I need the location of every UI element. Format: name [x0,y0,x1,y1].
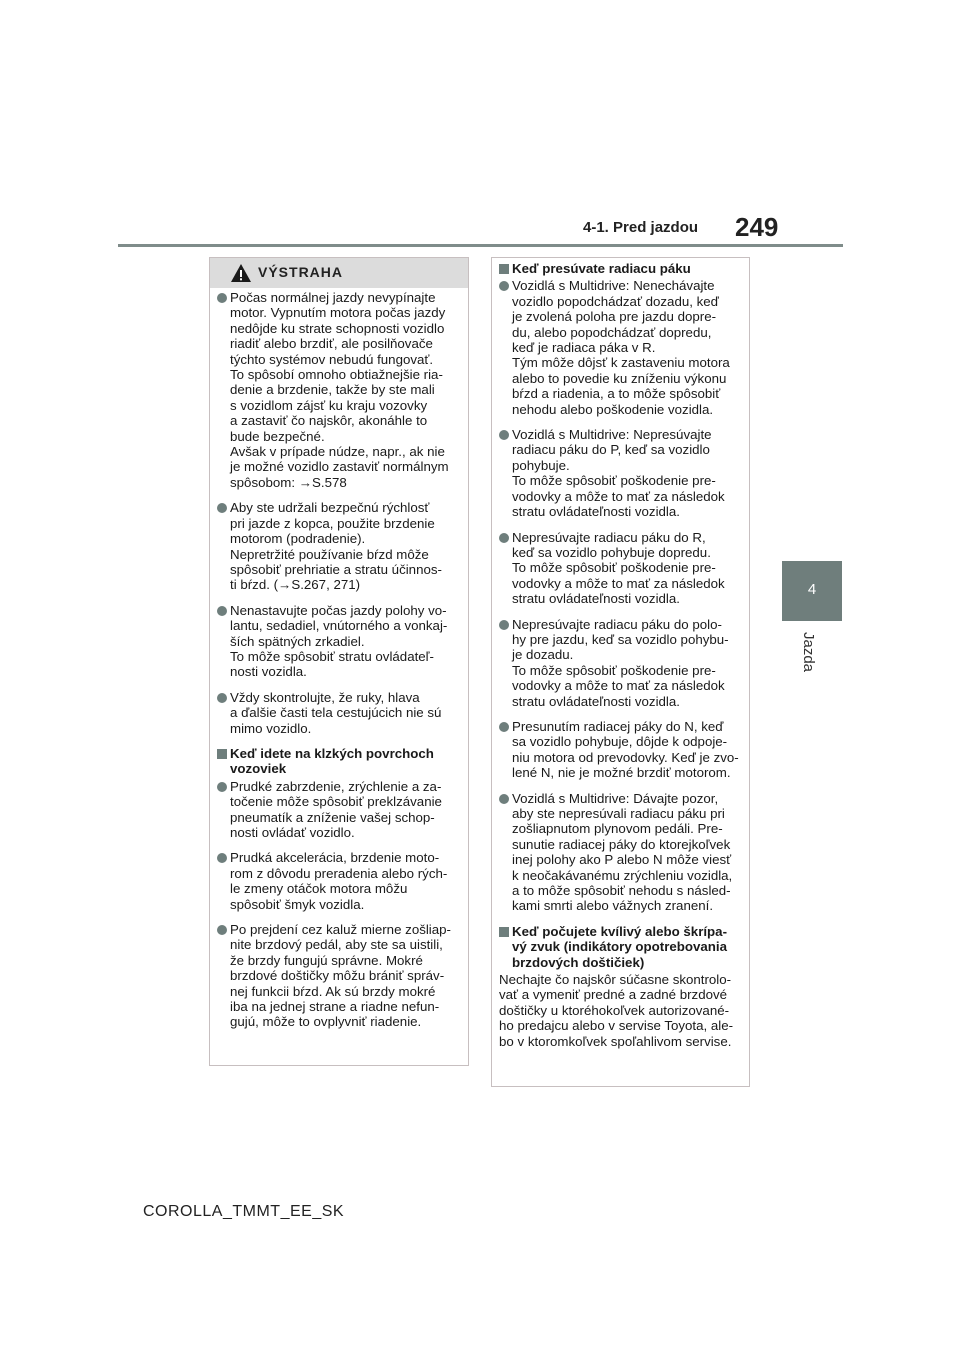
text-line: kami smrti alebo vážnych zranení. [512,898,714,914]
bullet-item [499,719,742,781]
text-line: ho predajcu alebo v servise Toyota, ale- [499,1018,734,1034]
text-line: inej polohy ako P alebo N môže viesť [512,852,732,868]
text-line: nedôjde ku strate schopnosti vozidlo [230,320,445,336]
text-line: Nechajte čo najskôr súčasne skontrolo- [499,972,732,988]
text-line: nosti vozidla. [230,664,307,680]
bullet-item [499,427,742,519]
text-line: brzdových doštičiek) [512,954,645,970]
text-line: brzdové doštičky môžu brániť správ- [230,968,445,984]
text-line: bŕzd a riadenia, a to môže spôsobiť [512,386,721,402]
bullet-dot-icon [217,925,227,935]
text-line: stratu ovládateľnosti vozidla. [512,591,680,607]
text-line: že brzdy fungujú správne. Mokré [230,952,423,968]
subsection-heading [217,746,461,777]
subsection-heading [499,924,742,970]
text-line: To môže spôsobiť poškodenie pre- [512,662,716,678]
bullet-item [217,850,461,912]
text-line: niu motora od prevodovky. Keď je zvo- [512,749,739,765]
text-line: pri jazde z kopca, použite brzdenie [230,515,435,531]
text-line: Prudké zabrzdenie, zrýchlenie a za- [230,778,442,794]
bullet-item [499,278,742,417]
bullet-dot-icon [499,794,509,804]
square-bullet-icon [217,749,227,759]
text-line: Prudká akcelerácia, brzdenie moto- [230,850,440,866]
text-line: radiacu páku do P, keď sa vozidlo [512,442,710,458]
bullet-dot-icon [217,782,227,792]
text-line: Nepretržité používanie bŕzd môže [230,546,429,562]
text-line: rom z dôvodu preradenia alebo rých- [230,865,448,881]
text-line: keď je radiaca páka v R. [512,340,656,356]
bullet-item [217,603,461,680]
text-line: Nenastavujte počas jazdy polohy vo- [230,602,447,618]
chapter-number: 4 [807,581,817,598]
text-line: le zmeny otáčok motora môžu [230,881,408,897]
bullet-item [217,922,461,1030]
text-line: vodovky a môže to mať za následok [512,678,725,694]
bullet-dot-icon [499,281,509,291]
bullet-dot-icon [217,293,227,303]
text-line: spôsobom: →S.578 [230,474,347,490]
text-line: točenie môže spôsobiť preklzávanie [230,794,442,810]
text-line: spôsobiť prehriatie a stratu účinnos- [230,561,442,577]
text-line: Vozidlá s Multidrive: Nepresúvajte [512,427,712,443]
text-line: motor. Vypnutím motora počas jazdy [230,305,446,321]
text-line: vozidlo popodchádzať dozadu, keď [512,293,719,309]
bullet-dot-icon [217,606,227,616]
square-bullet-icon [499,264,509,274]
bullet-item [499,791,742,914]
subsection-heading [499,261,742,276]
text-line: vý zvuk (indikátory opotrebovania [512,939,728,955]
text-line: Presunutím radiacej páky do N, keď [512,718,724,734]
text-line: lantu, sedadiel, vnútorného a vonkaj- [230,618,448,634]
text-line: Po prejdení cez kaluž mierne zošliap- [230,922,451,938]
text-line: nosti ovládať vozidlo. [230,825,355,840]
text-line: riadiť alebo brzdiť, ale posilňovače [230,336,433,352]
text-line: Tým môže dôjsť k zastaveniu motora [512,355,730,371]
text-line: je možné vozidlo zastaviť normálnym [230,459,449,475]
text-line: Keď počujete kvílivý alebo škrípa- [512,923,728,939]
text-line: nej funkcii bŕzd. Ak sú brzdy mokré [230,983,436,999]
text-line: du, alebo popodchádzať dopredu, [512,324,712,340]
bullet-item [217,779,461,841]
bullet-dot-icon [499,620,509,630]
text-line: a ďalšie časti tela cestujúcich nie sú [230,705,442,721]
text-line: To spôsobí omnoho obtiažnejšie ria- [230,367,443,383]
text-line: nite brzdový pedál, aby ste sa uistili, [230,937,443,953]
text-line: alebo to povedie ku zníženiu výkonu [512,370,727,386]
text-line: To môže spôsobiť poškodenie pre- [512,473,716,489]
bullet-item [499,617,742,709]
text-line: spôsobiť šmyk vozidla. [230,896,365,912]
text-line: Keď presúvate radiacu páku [512,261,691,276]
text-line: motorom (podradenie). [230,531,366,547]
bullet-dot-icon [217,853,227,863]
warning-header [210,258,468,288]
text-line: mimo vozidlo. [230,720,312,736]
info-panel [491,257,750,1087]
bullet-dot-icon [499,533,509,543]
text-line: s vozidlom zájsť ku kraju vozovky [230,397,428,413]
text-line: ti bŕzd. (→S.267, 271) [230,577,361,593]
text-line: Nepresúvajte radiacu páku do polo- [512,616,722,632]
text-line: pneumatík a zníženie vašej schop- [230,809,435,825]
text-line: bude bezpečné. [230,428,325,444]
text-line: aby ste nepresúvali radiacu páku pri [512,806,725,821]
bullet-dot-icon [499,722,509,732]
text-line: vať a vymeniť predné a zadné brzdové [499,987,728,1003]
text-line: hy pre jazdu, keď sa vozidlo pohybu- [512,631,729,647]
text-line: týchto systémov nebudú fungovať. [230,351,434,367]
text-line: iba na jednej strane a riadne nefun- [230,999,440,1015]
text-line: je zvolená poloha pre jazdu dopre- [512,309,717,325]
text-line: Počas normálnej jazdy nevypínajte [230,290,436,305]
info-content [492,258,749,1049]
bullet-item [217,290,461,490]
text-line: a to môže spôsobiť nehodu s násled- [512,883,731,899]
warning-title: VÝSTRAHA [258,264,344,280]
bullet-dot-icon [499,430,509,440]
text-line: To môže spôsobiť stratu ovládateľ- [230,648,434,664]
text-line: lené N, nie je možné brzdiť motorom. [512,765,731,781]
text-line: sunutie radiacej páky do ktorejkoľvek [512,836,731,852]
text-line: bo v ktoromkoľvek spoľahlivom servise. [499,1033,732,1049]
chapter-label: Jazda [800,632,817,673]
square-bullet-icon [499,927,509,937]
text-line: vodovky a môže to mať za následok [512,488,725,504]
text-line: pohybuje. [512,457,570,473]
text-line: sa vozidlo pohybuje, dôjde k odpoje- [512,734,728,750]
warning-panel [209,257,469,1066]
header-divider [118,244,843,247]
text-line: Vozidlá s Multidrive: Dávajte pozor, [512,790,719,806]
bullet-item [499,530,742,607]
text-line: nehodu alebo poškodenie vozidla. [512,401,714,417]
text-line: doštičky u ktoréhokoľvek autorizované- [499,1002,730,1018]
text-line: gujú, môže to ovplyvniť riadenie. [230,1014,422,1030]
document-code: COROLLA_TMMT_EE_SK [143,1203,345,1220]
bullet-dot-icon [217,693,227,703]
text-line: keď sa vozidlo pohybuje dopredu. [512,544,711,560]
text-line: vodovky a môže to mať za následok [512,575,725,591]
page-number: 249 [735,212,779,242]
text-line: denie a brzdenie, takže by ste mali [230,382,435,398]
text-line: vozoviek [230,761,287,777]
text-line: zošliapnutom plynovom pedáli. Pre- [512,821,723,837]
text-line: stratu ovládateľnosti vozidla. [512,693,680,709]
text-line: ších spätných zrkadiel. [230,633,365,649]
text-line: Vozidlá s Multidrive: Nenechávajte [512,278,715,294]
chapter-tab [782,561,842,621]
bullet-item [217,500,461,592]
text-line: stratu ovládateľnosti vozidla. [512,504,680,520]
bullet-dot-icon [217,503,227,513]
text-line: k neočakávanému zrýchleniu vozidla, [512,867,733,883]
text-line: Keď idete na klzkých povrchoch [230,745,434,761]
section-title: 4-1. Pred jazdou [583,219,699,236]
text-line: je dozadu. [512,647,574,663]
paragraph [499,972,742,1049]
text-line: Aby ste udržali bezpečnú rýchlosť [230,500,430,516]
text-line: To môže spôsobiť poškodenie pre- [512,560,716,576]
bullet-item [217,690,461,736]
warning-triangle-icon [230,263,252,283]
text-line: a zastaviť čo najskôr, akonáhle to [230,413,428,429]
text-line: Vždy skontrolujte, že ruky, hlava [230,689,420,705]
warning-content [210,288,468,1030]
text-line: Avšak v prípade núdze, napr., ak nie [230,444,445,460]
text-line: Nepresúvajte radiacu páku do R, [512,529,706,545]
